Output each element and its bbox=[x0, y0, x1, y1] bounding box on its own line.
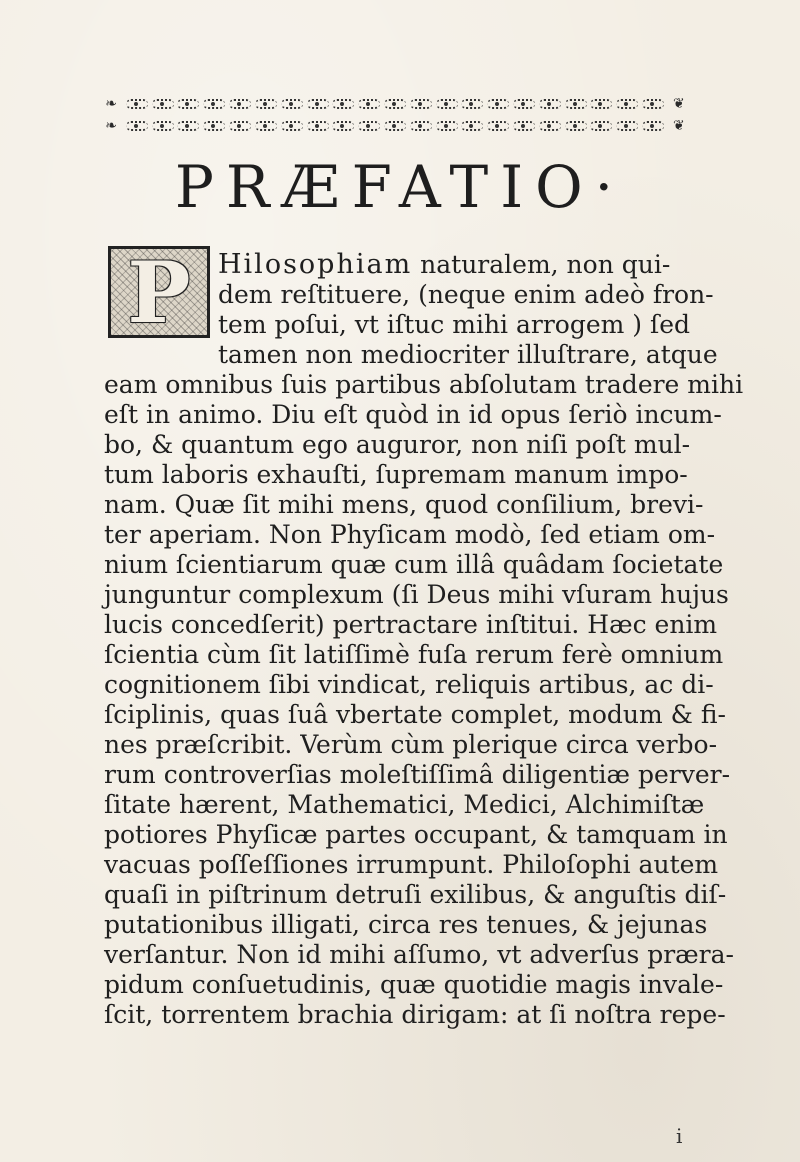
text-line: quaſi in piſtrinum detruſi exilibus, & anguſtis diſ- bbox=[104, 880, 727, 909]
text-line: ſcit, torrentem brachia dirigam: at ſi noſtra repe- bbox=[104, 1000, 726, 1029]
text-line: bo, & quantum ego auguror, non niſi poſt mul- bbox=[104, 430, 691, 459]
first-word: Hilosophiam bbox=[218, 249, 413, 280]
text-line-1-rest: naturalem, non qui- bbox=[412, 250, 671, 279]
text-line: tamen non mediocriter illuſtrare, atque bbox=[218, 340, 718, 369]
text-line: rum controverſias moleſtiſſimâ diligentiæ perver- bbox=[104, 760, 731, 789]
ornament-fleuron-icon: ❧ bbox=[105, 118, 117, 134]
page-title: PRÆFATIO· bbox=[174, 153, 626, 221]
text-line: lucis concedſerit) pertractare inſtitui. Hæc enim bbox=[104, 610, 718, 639]
text-line: junguntur complexum (ſi Deus mihi vſuram hujus bbox=[104, 580, 729, 609]
text-line: nium ſcientiarum quæ cum illâ quâdam ſocietate bbox=[104, 550, 724, 579]
text-line: putationibus illigati, circa res tenues, & jejunas bbox=[104, 910, 708, 939]
text-line: potiores Phyſicæ partes occupant, & tamquam in bbox=[104, 820, 728, 849]
text-line: eſt in animo. Diu eſt quòd in id opus ſeriò incum- bbox=[104, 400, 722, 429]
text-line: nam. Quæ ſit mihi mens, quod conſilium, brevi- bbox=[104, 490, 704, 519]
ornament-fleuron-icon: ❦ bbox=[673, 96, 685, 112]
ornament-fleuron-icon: ❧ bbox=[105, 96, 117, 112]
text-line: ſciplinis, quas ſuâ vbertate complet, modum & fi- bbox=[104, 700, 726, 729]
text-line: ſitate hærent, Mathematici, Medici, Alchimiſtæ bbox=[104, 790, 705, 819]
text-line: verſantur. Non id mihi aſſumo, vt adverſus præra- bbox=[104, 940, 734, 969]
text-line: nes præſcribit. Verùm cùm plerique circa verbo- bbox=[104, 730, 718, 759]
signature-mark: i bbox=[676, 1124, 683, 1148]
text-line: dem reſtituere, (neque enim adeò fron- bbox=[218, 280, 714, 309]
text-line-1 bbox=[218, 248, 670, 282]
text-line: tum laboris exhauſti, ſupremam manum impo- bbox=[104, 460, 688, 489]
text-line: cognitionem ſibi vindicat, reliquis artibus, ac di- bbox=[104, 670, 714, 699]
text-line: eam omnibus ſuis partibus abſolutam tradere mihi bbox=[104, 370, 744, 399]
text-line: ter aperiam. Non Phyſicam modò, ſed etiam om- bbox=[104, 520, 716, 549]
text-line: pidum conſuetudinis, quæ quotidie magis invale- bbox=[104, 970, 724, 999]
ornament-fleuron-icon: ❦ bbox=[673, 118, 685, 134]
text-line: tem poſui, vt iſtuc mihi arrogem ) ſed bbox=[218, 310, 691, 339]
text-line: ſcientia cùm ſit latiſſimè fuſa rerum ferè omnium bbox=[104, 640, 724, 669]
text-line: vacuas poſſeſſiones irrumpunt. Philoſophi autem bbox=[104, 850, 719, 879]
initial-letter: P bbox=[127, 246, 191, 338]
